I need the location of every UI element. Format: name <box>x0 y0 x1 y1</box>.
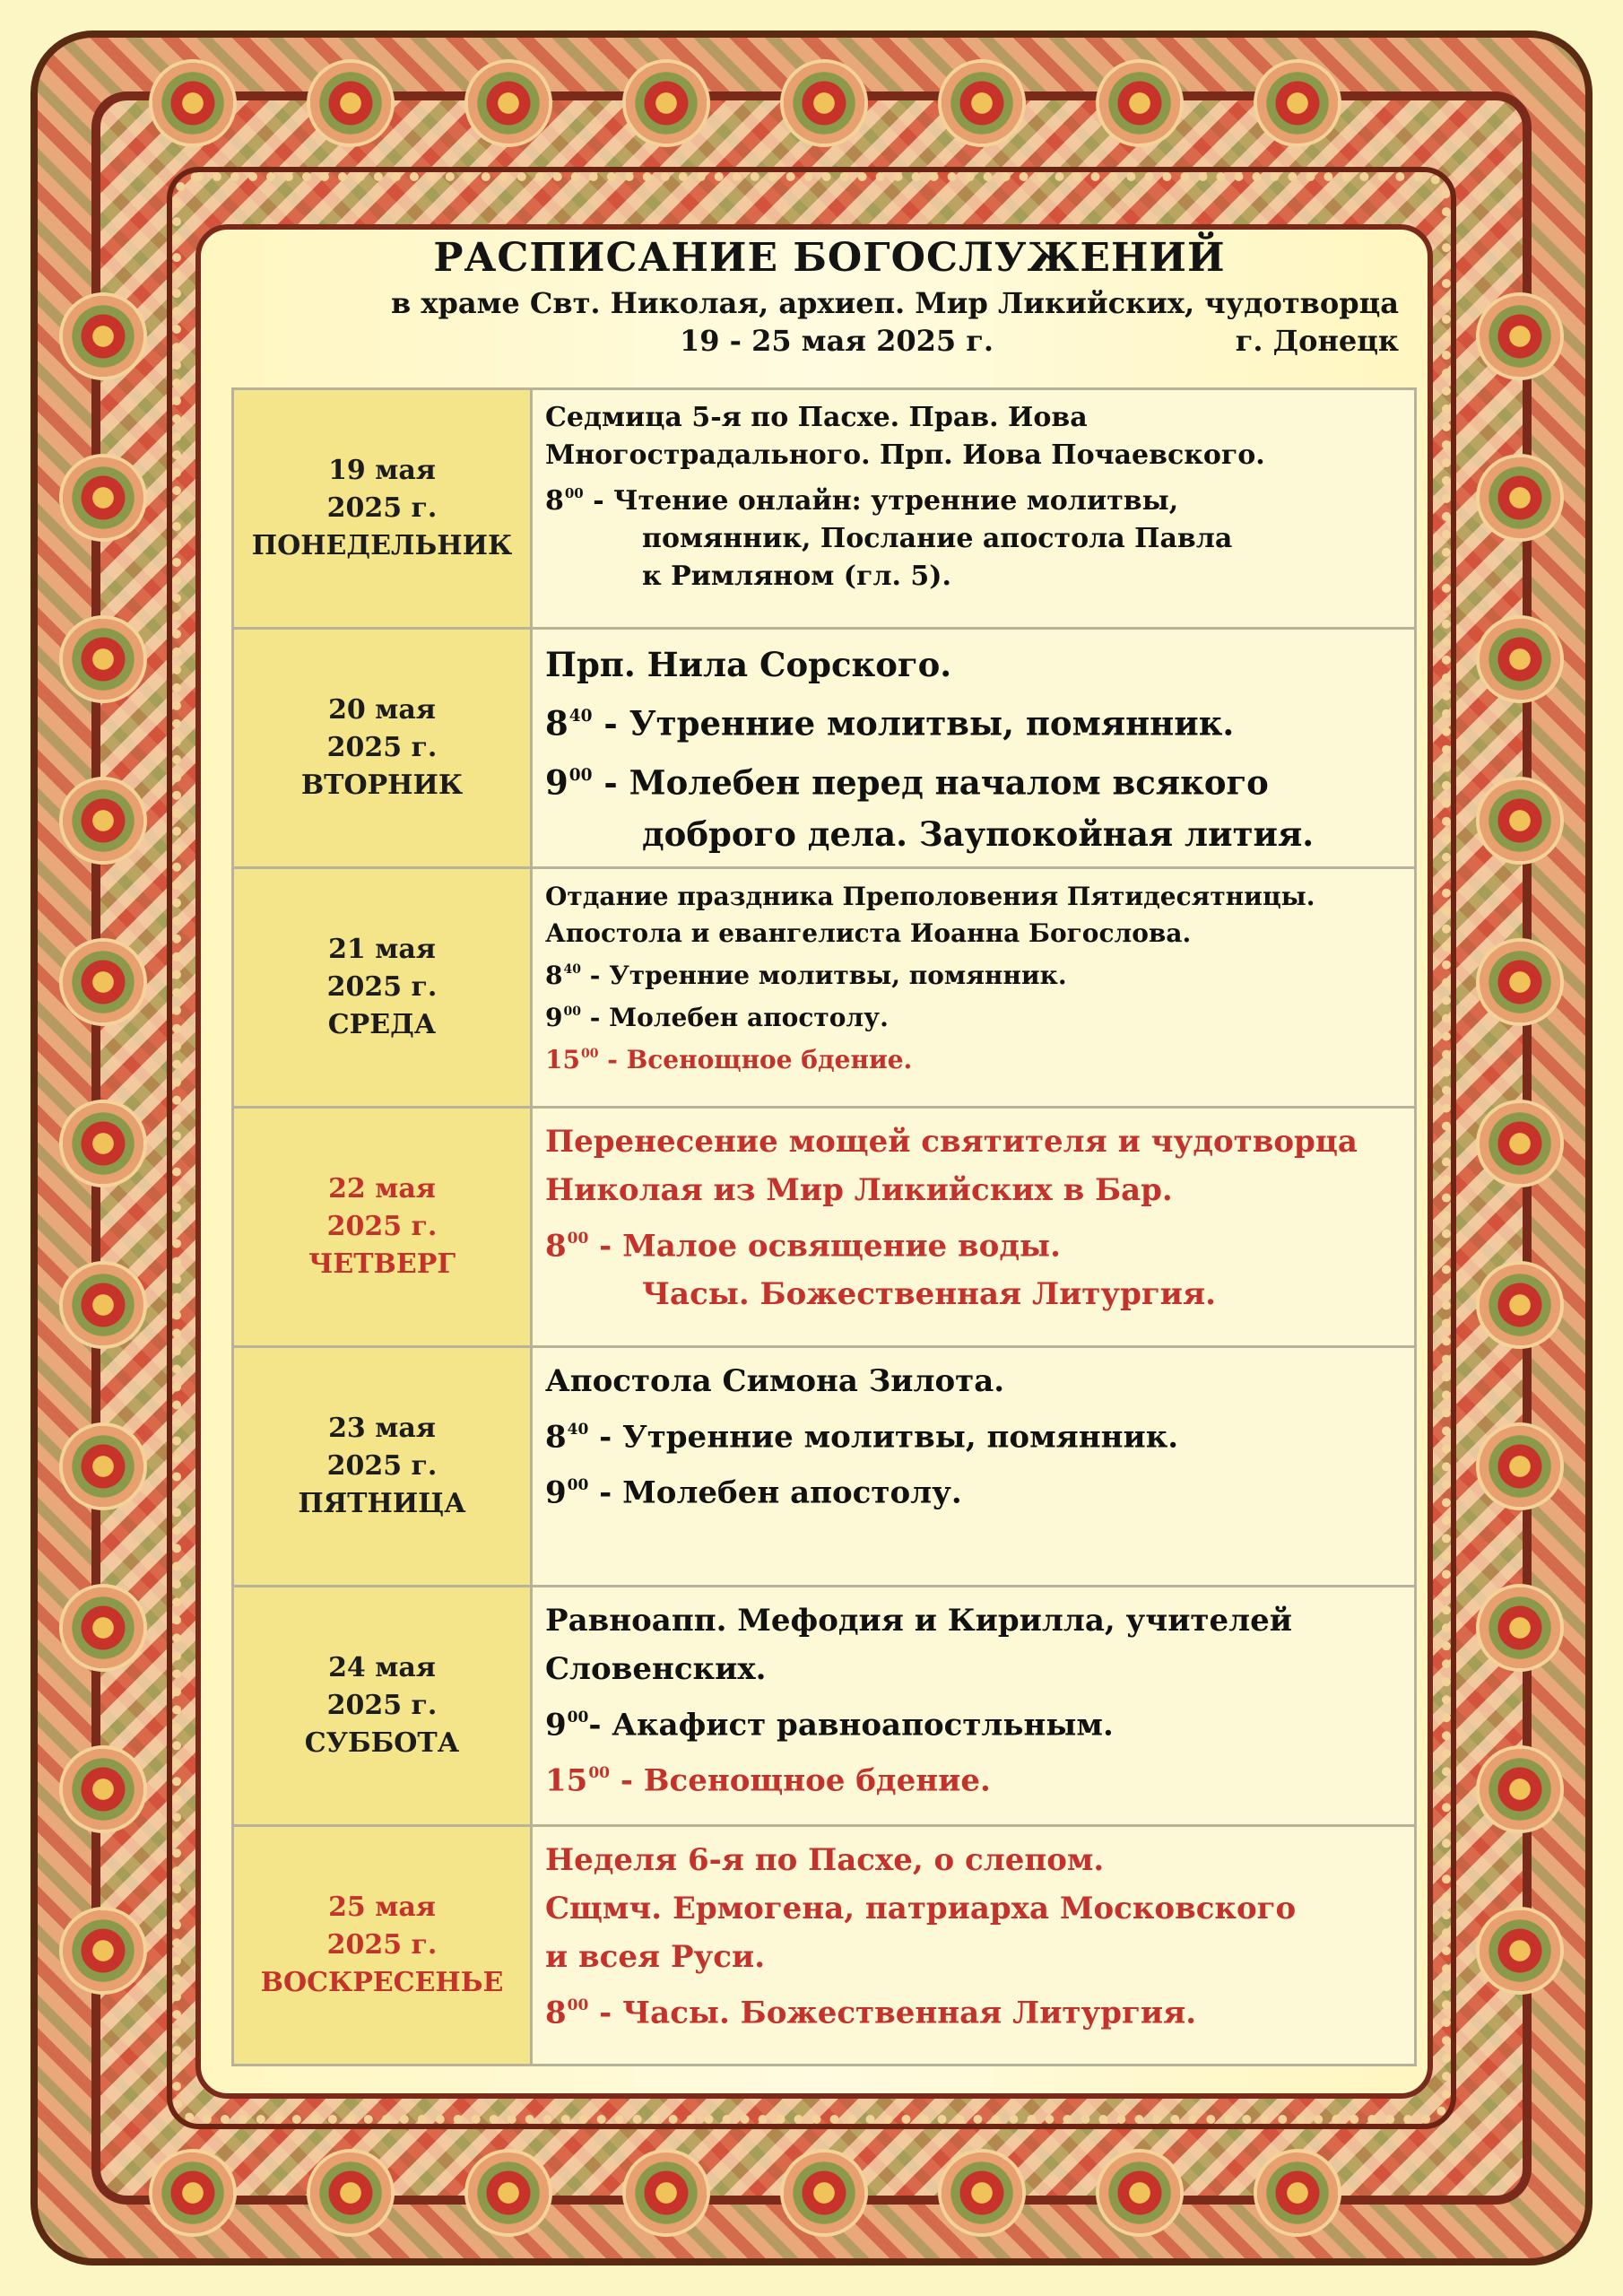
page-subtitle: в храме Свт. Николая, архиеп. Мир Ликийских, чудотворца <box>391 286 1399 320</box>
events-cell <box>532 629 1416 868</box>
event-minutes: 00 <box>580 1046 599 1061</box>
day-date: 20 мая <box>328 694 436 726</box>
event-hour: 8 <box>545 484 564 517</box>
day-year: 2025 г. <box>326 1929 438 1961</box>
ornament-medallion <box>784 2152 864 2233</box>
table-row <box>233 1108 1416 1347</box>
ornament-medallion <box>1099 63 1180 144</box>
day-cell <box>233 868 532 1108</box>
day-weekday: СУББОТА <box>304 1727 460 1759</box>
event-minutes: 40 <box>563 962 581 977</box>
event-minutes: 00 <box>567 1709 589 1726</box>
event-text: Перенесение мощей святителя и чудотворца <box>545 1124 1358 1160</box>
event-text: - Молебен перед началом всякого <box>592 762 1269 803</box>
day-date: 25 мая <box>328 1892 436 1923</box>
event-text: Словенских. <box>545 1651 767 1687</box>
event-minutes: 00 <box>567 1230 589 1248</box>
ornament-medallion <box>942 2152 1022 2233</box>
day-year: 2025 г. <box>326 1690 438 1721</box>
event-hour: 15 <box>545 1044 580 1074</box>
city: г. Донецк <box>1235 324 1399 358</box>
ornament-medallion <box>1480 780 1560 861</box>
event-text: - Утренние молитвы, помянник. <box>592 703 1235 744</box>
event-text: - Чтение онлайн: утренние молитвы, <box>583 484 1179 517</box>
dateline <box>224 324 1399 363</box>
table-row <box>233 389 1416 629</box>
ornament-medallion <box>1480 1426 1560 1507</box>
event-hour: 8 <box>545 1228 567 1265</box>
event-text: - Утренние молитвы, помянник. <box>588 1419 1179 1456</box>
day-cell <box>233 1587 532 1826</box>
day-cell <box>233 1108 532 1347</box>
event-line <box>545 994 1402 1036</box>
event-text: Часы. Божественная Литургия. <box>642 1276 1216 1313</box>
event-line <box>545 639 1402 691</box>
event-hour: 9 <box>545 1707 567 1744</box>
day-cell <box>233 629 532 868</box>
event-line <box>545 1405 1402 1461</box>
event-text: Седмица 5-я по Пасхе. Прав. Иова <box>545 402 1088 433</box>
event-line <box>545 1693 1402 1749</box>
event-line <box>545 1036 1402 1078</box>
event-line <box>545 1214 1402 1270</box>
event-text: - Молебен апостолу. <box>588 1474 962 1511</box>
day-date: 24 мая <box>328 1652 436 1683</box>
event-text: - Молебен апостолу. <box>580 1002 889 1032</box>
event-text: - Малое освящение воды. <box>588 1228 1061 1265</box>
event-line <box>545 520 1402 558</box>
ornament-medallion <box>63 1426 143 1507</box>
ornament-medallion <box>1480 457 1560 538</box>
table-row <box>233 1587 1416 1826</box>
event-line <box>545 691 1402 750</box>
day-weekday: ВТОРНИК <box>300 770 464 801</box>
ornament-medallion <box>63 1265 143 1345</box>
ornament-medallion <box>63 942 143 1022</box>
event-minutes: 00 <box>564 485 584 501</box>
event-minutes: 00 <box>567 1476 589 1495</box>
day-weekday: СРЕДА <box>327 1009 437 1040</box>
events-cell <box>532 1587 1416 1826</box>
event-hour: 9 <box>545 1474 567 1511</box>
ornament-medallion <box>63 1103 143 1184</box>
event-line <box>545 1357 1402 1405</box>
event-minutes: 40 <box>568 707 593 726</box>
event-line <box>545 1933 1402 1981</box>
events-cell <box>532 1347 1416 1587</box>
date-range: 19 - 25 мая 2025 г. <box>680 324 994 358</box>
ornament-medallion <box>63 296 143 377</box>
ornament-medallion <box>1480 1910 1560 1991</box>
table-row <box>233 629 1416 868</box>
event-minutes: 00 <box>563 1004 581 1019</box>
ornament-medallion <box>784 63 864 144</box>
event-text: помянник, Послание апостола Павла <box>642 522 1233 554</box>
event-hour: 8 <box>545 1419 567 1456</box>
events-cell <box>532 389 1416 629</box>
ornament-medallion <box>152 2152 233 2233</box>
event-line <box>545 1749 1402 1805</box>
event-line <box>545 1118 1402 1166</box>
event-text: доброго дела. Заупокойная лития. <box>642 814 1315 855</box>
day-date: 19 мая <box>328 455 436 486</box>
ornament-medallion <box>1480 1749 1560 1830</box>
day-cell <box>233 1347 532 1587</box>
ornament-medallion <box>1480 942 1560 1022</box>
ornament-medallion <box>468 2152 549 2233</box>
events-cell <box>532 1826 1416 2066</box>
ornament-medallion <box>1480 1103 1560 1184</box>
event-line <box>545 1461 1402 1517</box>
day-year: 2025 г. <box>326 1450 438 1482</box>
event-line <box>545 878 1402 915</box>
ornament-medallion <box>63 1749 143 1830</box>
event-text: Отдание праздника Преполовения Пятидесятницы. <box>545 882 1315 911</box>
event-text: - Часы. Божественная Литургия. <box>588 1995 1197 2031</box>
event-line <box>545 750 1402 809</box>
ornament-medallion <box>1257 63 1338 144</box>
day-date: 23 мая <box>328 1413 436 1444</box>
event-minutes: 00 <box>567 1996 589 2014</box>
day-year: 2025 г. <box>326 1211 438 1242</box>
event-line <box>545 1884 1402 1933</box>
day-weekday: ЧЕТВЕРГ <box>308 1248 456 1280</box>
ornament-medallion <box>152 63 233 144</box>
event-text: Сщмч. Ермогена, патриарха Московского <box>545 1891 1297 1926</box>
table-row <box>233 1347 1416 1587</box>
event-line <box>545 808 1402 860</box>
event-line <box>545 1270 1402 1318</box>
event-line <box>545 1836 1402 1884</box>
event-text: Николая из Мир Ликийских в Бар. <box>545 1172 1173 1208</box>
event-text: и всея Руси. <box>545 1939 766 1975</box>
events-cell <box>532 1108 1416 1347</box>
day-date: 22 мая <box>328 1173 436 1205</box>
event-line <box>545 915 1402 952</box>
ornament-medallion <box>310 2152 391 2233</box>
day-cell <box>233 389 532 629</box>
table-row <box>233 1826 1416 2066</box>
ornament-medallion <box>1480 1587 1560 1668</box>
ornament-medallion <box>1099 2152 1180 2233</box>
events-cell <box>532 868 1416 1108</box>
event-minutes: 00 <box>568 765 593 785</box>
event-hour: 8 <box>545 1995 567 2031</box>
ornament-medallion <box>1480 1265 1560 1345</box>
event-minutes: 40 <box>567 1421 589 1439</box>
day-year: 2025 г. <box>326 971 438 1003</box>
event-line <box>545 437 1402 474</box>
ornament-medallion <box>468 63 549 144</box>
event-hour: 9 <box>545 1002 563 1032</box>
header <box>224 235 1399 363</box>
event-text: Апостола Симона Зилота. <box>545 1363 1005 1399</box>
event-hour: 9 <box>545 762 568 803</box>
ornament-medallion <box>310 63 391 144</box>
event-text: Прп. Нила Сорского. <box>545 645 952 684</box>
event-line <box>545 1166 1402 1214</box>
ornament-medallion <box>63 619 143 700</box>
ornament-medallion <box>63 457 143 538</box>
page-title: РАСПИСАНИЕ БОГОСЛУЖЕНИЙ <box>433 235 1226 281</box>
event-text: Многострадального. Прп. Иова Почаевского. <box>545 439 1265 471</box>
event-text: Равноапп. Мефодия и Кирилла, учителей <box>545 1603 1292 1639</box>
event-hour: 15 <box>545 1762 588 1799</box>
ornament-medallion <box>626 2152 707 2233</box>
day-date: 21 мая <box>328 934 436 965</box>
event-text: Неделя 6-я по Пасхе, о слепом. <box>545 1842 1105 1878</box>
event-text: - Акафист равноапостльным. <box>588 1707 1114 1744</box>
ornament-medallion <box>942 63 1022 144</box>
ornament-medallion <box>63 1910 143 1991</box>
event-line <box>545 474 1402 520</box>
event-line <box>545 952 1402 994</box>
ornament-medallion <box>626 63 707 144</box>
event-line <box>545 1981 1402 2037</box>
event-text: - Всенощное бдение. <box>598 1044 913 1074</box>
schedule-table <box>231 387 1417 2066</box>
event-line <box>545 1596 1402 1645</box>
event-line <box>545 558 1402 596</box>
event-text: Апостола и евангелиста Иоанна Богослова. <box>545 918 1192 948</box>
event-line <box>545 1645 1402 1693</box>
day-year: 2025 г. <box>326 492 438 524</box>
event-text: - Всенощное бдение. <box>610 1762 991 1799</box>
day-cell <box>233 1826 532 2066</box>
ornament-medallion <box>1480 296 1560 377</box>
event-line <box>545 399 1402 437</box>
event-text: - Утренние молитвы, помянник. <box>580 960 1067 990</box>
event-hour: 8 <box>545 703 568 744</box>
ornament-medallion <box>63 1587 143 1668</box>
event-text: к Римляном (гл. 5). <box>642 560 951 592</box>
day-weekday: ПОНЕДЕЛЬНИК <box>251 530 513 561</box>
table-row <box>233 868 1416 1108</box>
ornament-medallion <box>63 780 143 861</box>
day-weekday: ВОСКРЕСЕНЬЕ <box>260 1967 504 1998</box>
event-hour: 8 <box>545 960 563 990</box>
ornament-medallion <box>1257 2152 1338 2233</box>
event-minutes: 00 <box>588 1764 610 1783</box>
day-weekday: ПЯТНИЦА <box>298 1488 466 1519</box>
ornament-medallion <box>1480 619 1560 700</box>
day-year: 2025 г. <box>326 732 438 763</box>
